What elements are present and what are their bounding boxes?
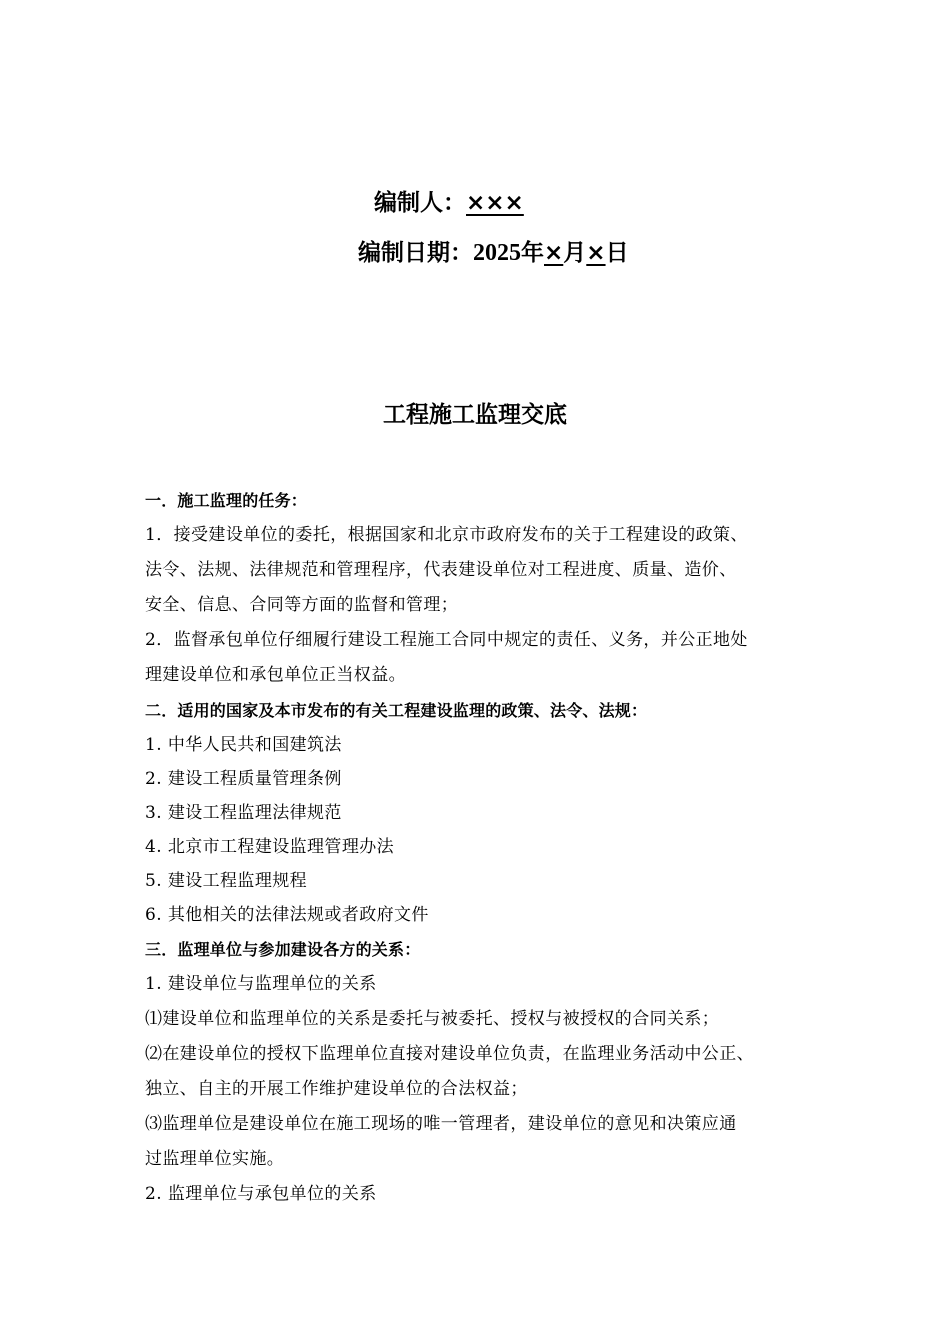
paragraph-line: 法令、法规、法律规范和管理程序，代表建设单位对工程进度、质量、造价、 [145, 560, 737, 580]
date-year: 2025 [473, 240, 521, 266]
document-title: 工程施工监理交底 [383, 402, 567, 428]
compiler-label: 编制人： [374, 190, 466, 216]
list-item: 1. 建设单位与监理单位的关系 [145, 974, 377, 994]
paragraph-line: ⑵在建设单位的授权下监理单位直接对建设单位负责，在监理业务活动中公正、 [145, 1044, 754, 1064]
date-year-unit: 年 [521, 240, 544, 266]
list-item: 5. 建设工程监理规程 [145, 871, 308, 891]
compile-date-line [358, 234, 629, 267]
section-heading: 一．施工监理的任务： [145, 491, 308, 510]
paragraph-line: 2．监督承包单位仔细履行建设工程施工合同中规定的责任、义务，并公正地处 [145, 630, 748, 650]
section-heading: 三．监理单位与参加建设各方的关系： [145, 940, 421, 959]
date-month: × [544, 240, 564, 266]
list-item: 3. 建设工程监理法律规范 [145, 803, 342, 823]
date-label: 编制日期： [358, 240, 473, 266]
list-item: 4. 北京市工程建设监理管理办法 [145, 837, 395, 857]
paragraph-line: 理建设单位和承包单位正当权益。 [145, 665, 406, 685]
list-item: 2. 监理单位与承包单位的关系 [145, 1184, 377, 1204]
date-day: × [586, 240, 606, 266]
paragraph-line: 过监理单位实施。 [145, 1149, 285, 1169]
paragraph-line: 安全、信息、合同等方面的监督和管理； [145, 595, 459, 615]
document-body [145, 483, 825, 1212]
date-day-unit: 日 [605, 240, 629, 266]
paragraph-line: 1．接受建设单位的委托，根据国家和北京市政府发布的关于工程建设的政策、 [145, 525, 748, 545]
list-item: 2. 建设工程质量管理条例 [145, 769, 342, 789]
list-item: 6. 其他相关的法律法规或者政府文件 [145, 905, 429, 925]
list-item: 1. 中华人民共和国建筑法 [145, 735, 342, 755]
date-month-unit: 月 [563, 240, 587, 266]
paragraph-line: ⑴建设单位和监理单位的关系是委托与被委托、授权与被授权的合同关系； [145, 1009, 720, 1029]
paragraph-line: ⑶监理单位是建设单位在施工现场的唯一管理者，建设单位的意见和决策应通 [145, 1114, 737, 1134]
section-heading: 二．适用的国家及本市发布的有关工程建设监理的政策、法令、法规： [145, 701, 648, 720]
paragraph-line: 独立、自主的开展工作维护建设单位的合法权益； [145, 1079, 528, 1099]
compiler-line [374, 184, 524, 217]
compiler-value: ××× [466, 190, 524, 216]
